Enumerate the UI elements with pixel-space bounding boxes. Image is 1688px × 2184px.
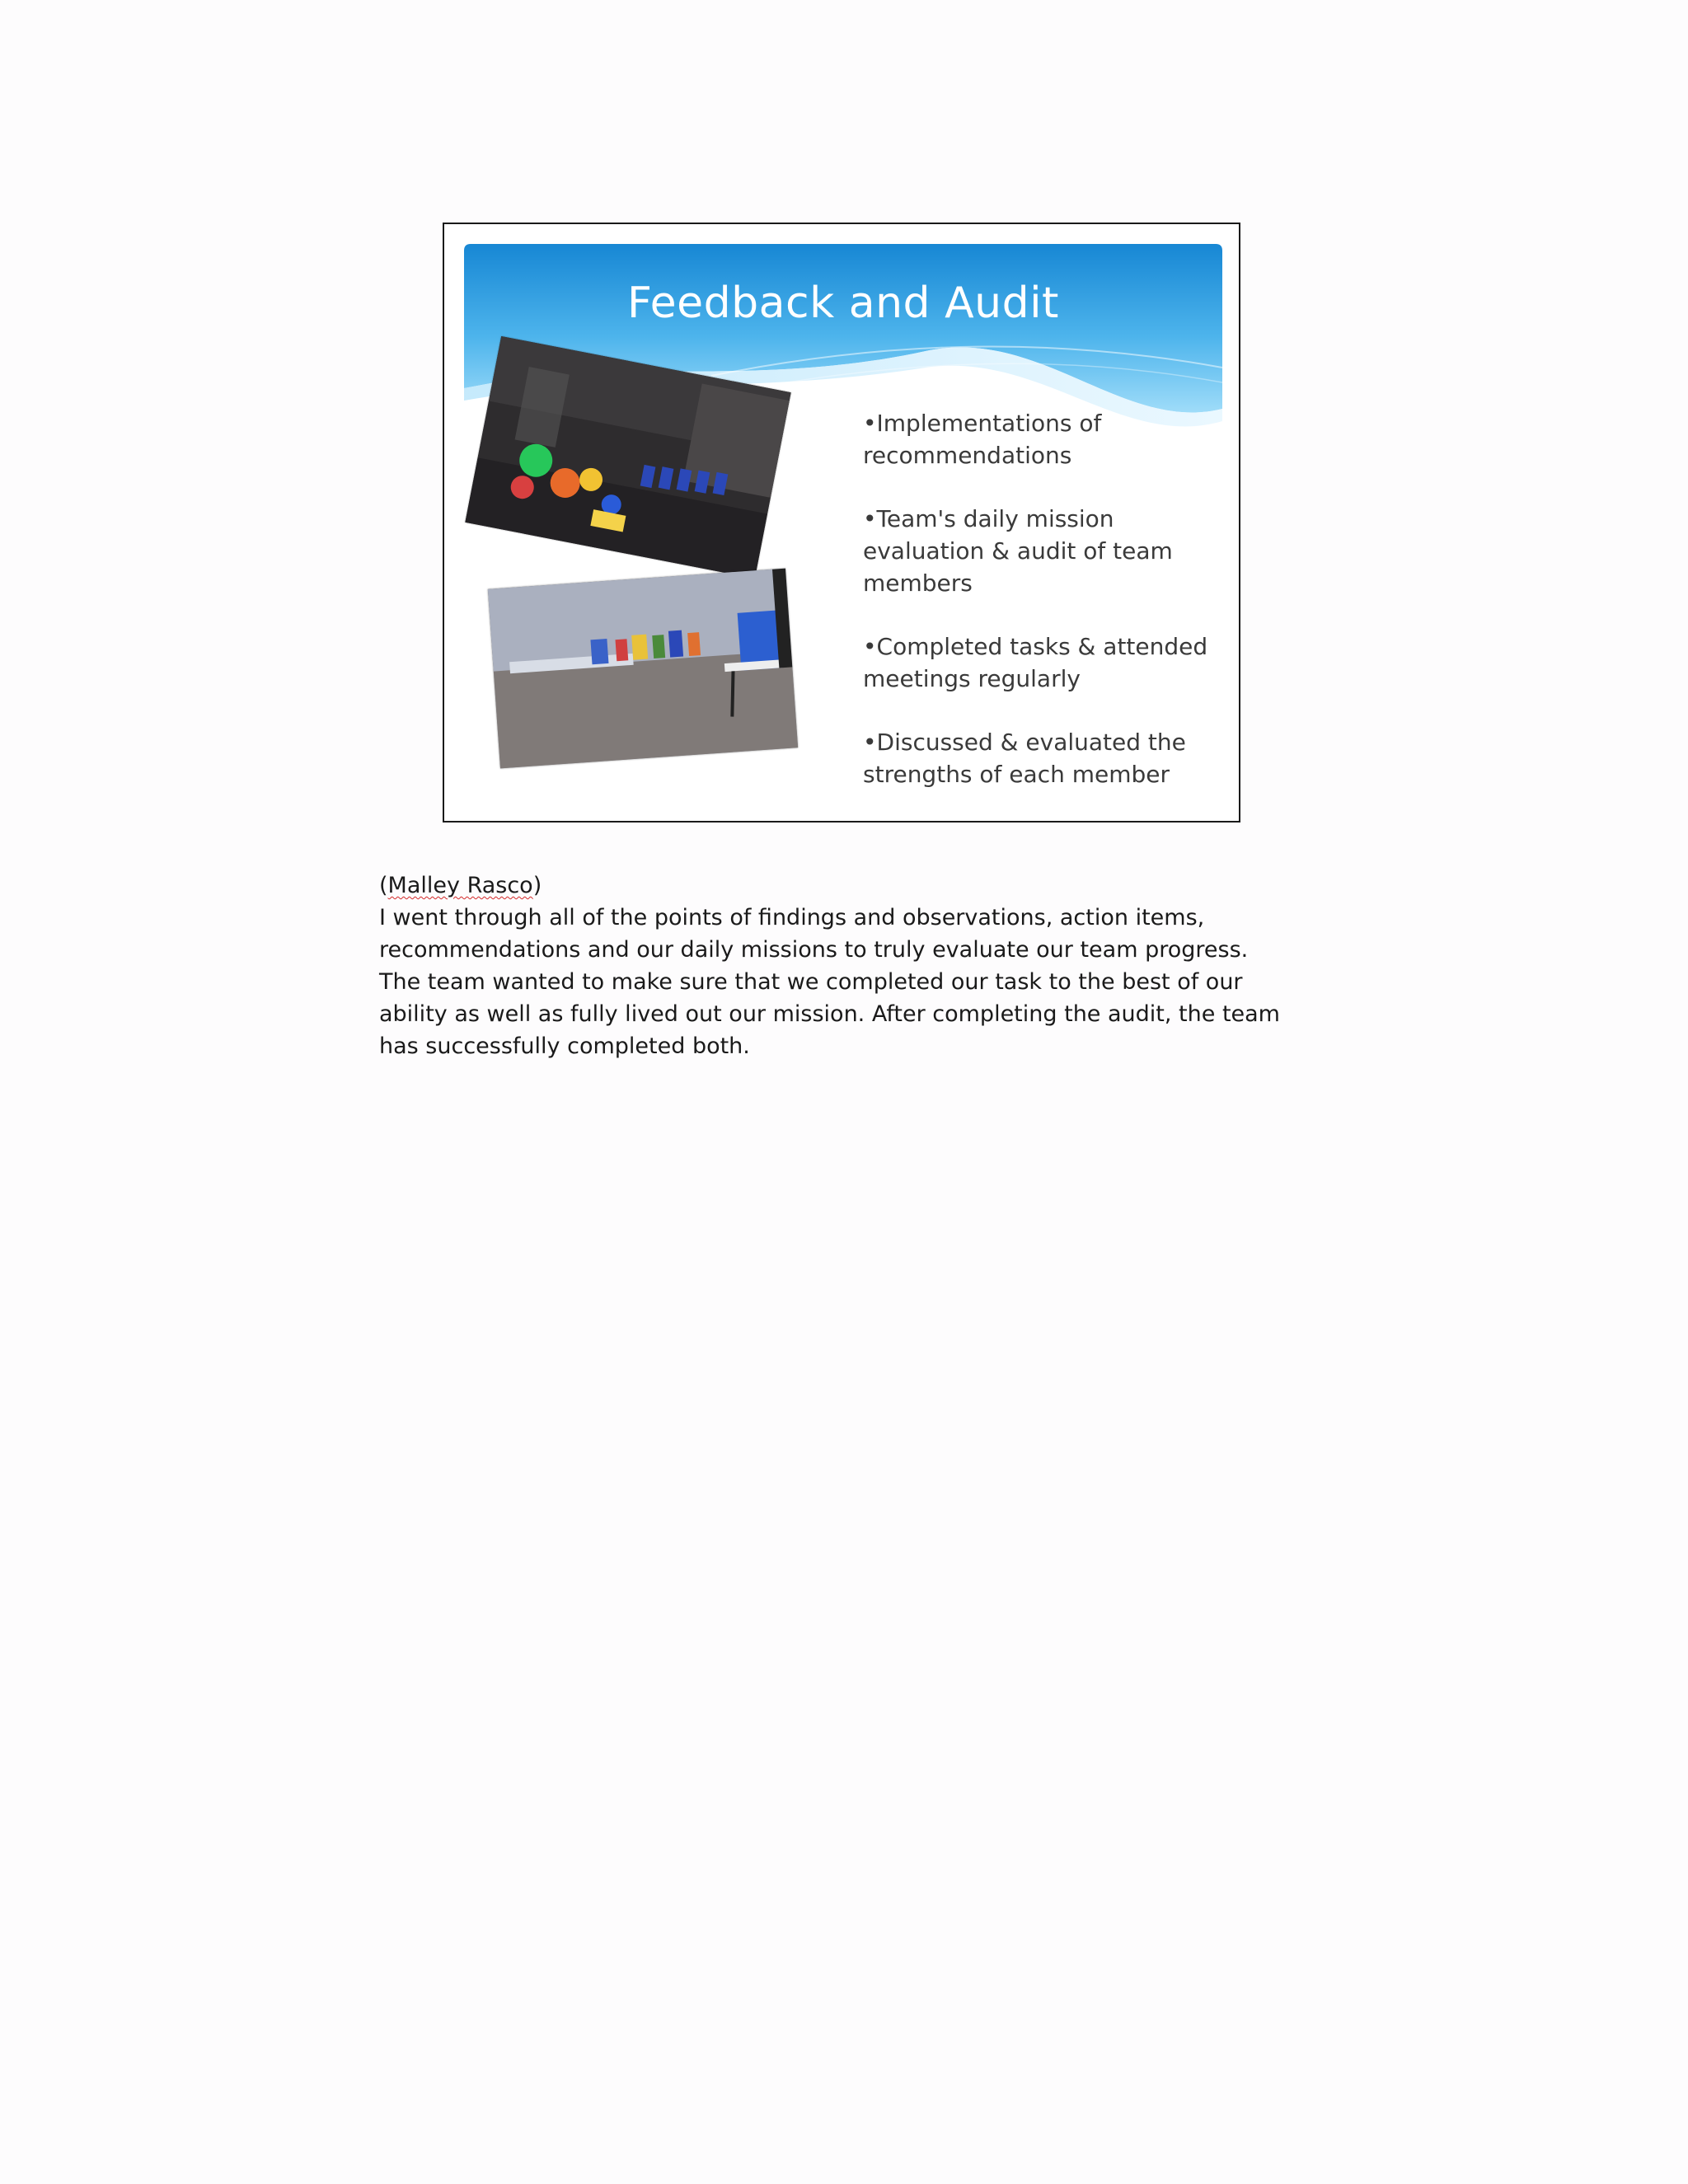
classroom-photo-light — [488, 569, 798, 769]
slide-title: Feedback and Audit — [627, 279, 1059, 328]
speaker-notes — [379, 869, 1286, 1062]
slide-bullet-item: •Completed tasks & attended meetings regularly — [863, 633, 1208, 692]
slide-bullet-item: •Implementations of recommendations — [863, 410, 1102, 469]
notes-body: I went through all of the points of findings and observations, action items, recommendations and our daily missions to truly evaluate our team progress. The team wanted to make sure that we completed our task to the best of our ability as well as fully lived out our mission. After completing the audit, the team has successfully completed both. — [379, 905, 1280, 1059]
slide-bullet-item: •Discussed & evaluated the strengths of each member — [863, 729, 1186, 788]
notes-author-line — [379, 869, 1286, 902]
classroom-photo-light-graphic — [488, 569, 798, 769]
notes-author: Malley Rasco — [387, 873, 533, 898]
slide-thumbnail — [443, 223, 1240, 823]
slide-bullet-item: •Team's daily mission evaluation & audit of team members — [863, 505, 1173, 597]
slide-bullet-list — [863, 407, 1226, 790]
author-close-paren: ) — [532, 873, 542, 898]
author-open-paren: ( — [379, 873, 388, 898]
